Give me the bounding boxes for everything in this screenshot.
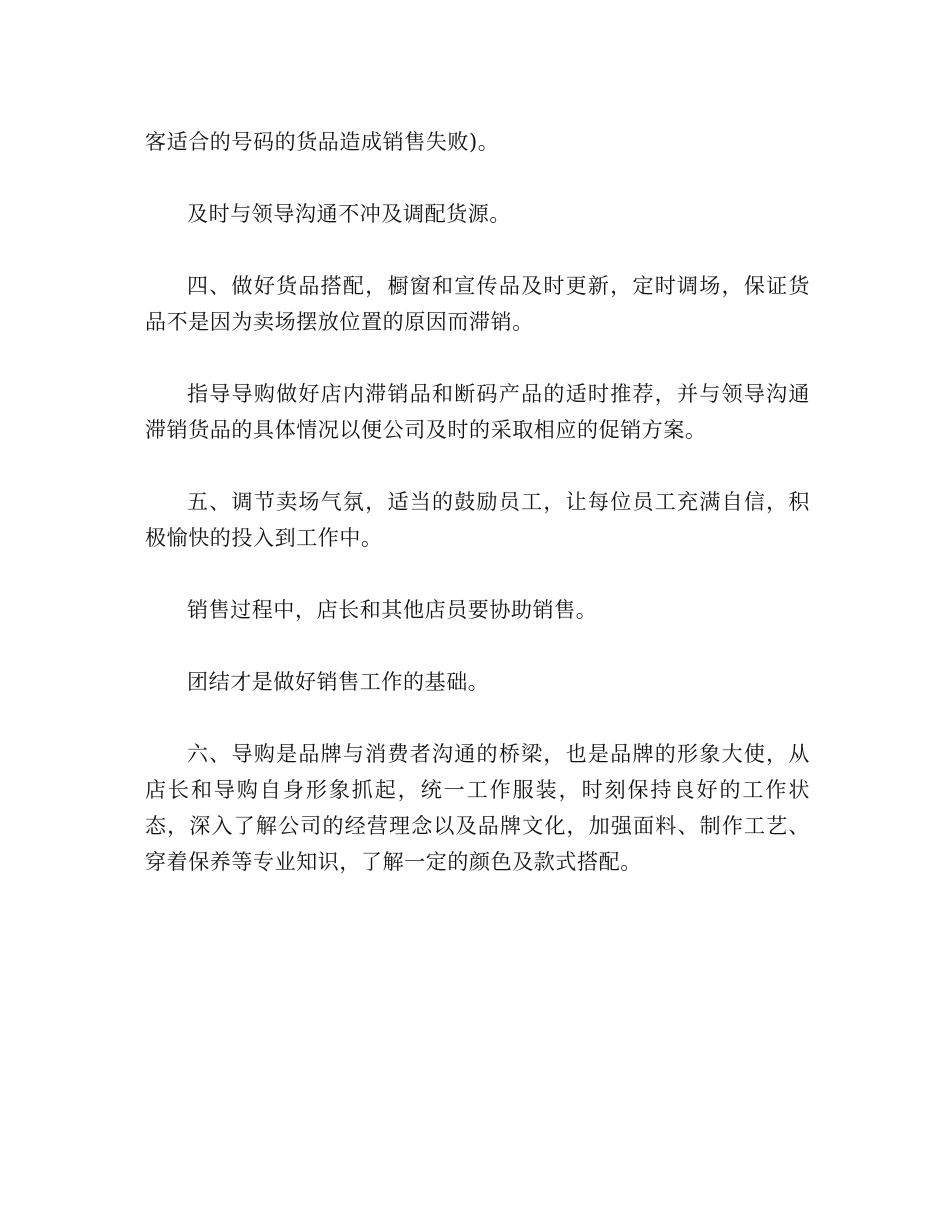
paragraph-section-four: 四、做好货品搭配，橱窗和宣传品及时更新，定时调场，保证货品不是因为卖场摆放位置的原因而滞销。 <box>145 274 810 334</box>
paragraph-section-five: 五、调节卖场气氛，适当的鼓励员工，让每位员工充满自信，积极愉快的投入到工作中。 <box>145 490 810 550</box>
paragraph-assist-sales: 销售过程中，店长和其他店员要协助销售。 <box>187 598 598 622</box>
paragraph-section-six: 六、导购是品牌与消费者沟通的桥梁，也是品牌的形象大使，从店长和导购自身形象抓起，统一工作服装，时刻保持良好的工作状态，深入了解公司的经营理念以及品牌文化，加强面料、制作工艺、穿着保养等专业知识，了解一定的颜色及款式搭配。 <box>145 742 810 874</box>
paragraph-continuation: 客适合的号码的货品造成销售失败)。 <box>145 130 500 154</box>
document-body <box>145 124 810 880</box>
paragraph-guide-staff: 指导导购做好店内滞销品和断码产品的适时推荐，并与领导沟通滞销货品的具体情况以便公司及时的采取相应的促销方案。 <box>145 382 810 442</box>
paragraph-teamwork: 团结才是做好销售工作的基础。 <box>187 670 490 694</box>
paragraph-communicate-leader: 及时与领导沟通不冲及调配货源。 <box>187 202 511 226</box>
